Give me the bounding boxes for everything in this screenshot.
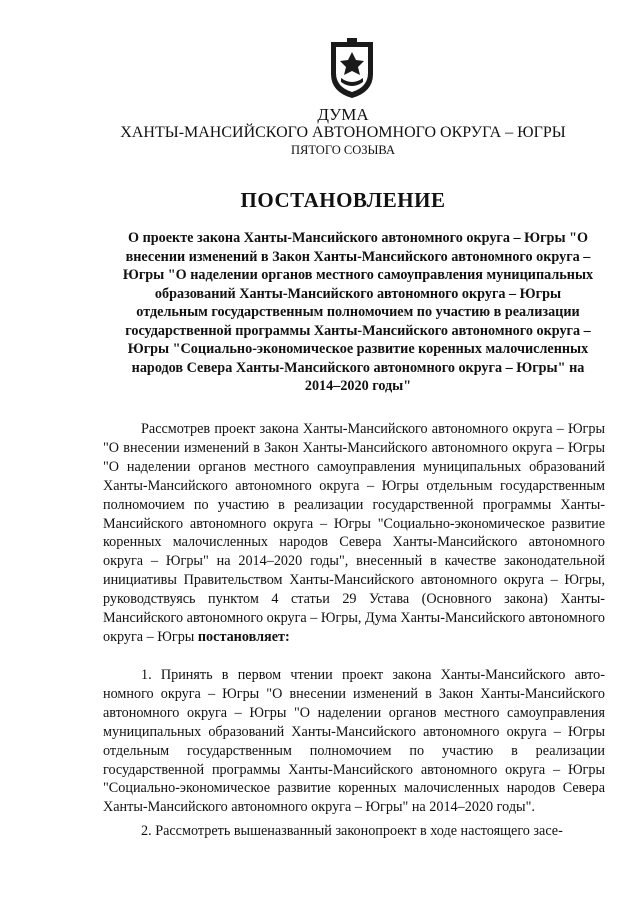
preamble-text: Рассмотрев проект закона Ханты-Мансийского автономного округа – Югры "О внесении изменений в Закон Ханты-Мансийского автономного округа – Югры "О наделении органов местного самоуправления муниципальных образований Ханты-Мансийского автономного округа – Югры отдельным государственным полномочием по участию в реализации государственной программы Ханты-Мансийского автономного округа – Югры "Социально-экономическое развитие коренных малочисленных народов Севера Ханты-Мансийского автономного округа – Югры" на 2014–2020 годы", внесенный в качестве законодательной инициативы Правительством Ханты-Мансийского автономного округа – Югры, руководствуясь пунктом 4 статьи 29 Устава (Основного закона) Ханты-Мансийского автономного округа – Югры, Дума Ханты-Мансийского автономного округа – Югры: [103, 421, 605, 645]
resolves-word: постановляет:: [197, 628, 290, 645]
document-subject: О проекте закона Ханты-Мансийского автономного округа – Югры "О внесении изменений в Закон Ханты-Мансийского автономного округа – Югры "О наделении органов местного самоуправления муниципальных образований Ханты-Мансийского автономного округа – Югры отдельным государственным полномочием по участию в реализации государственной программы Ханты-Мансийского автономного округа – Югры "Социально-экономическое развитие коренных малочисленных народов Севера Ханты-Мансийского автономного округа – Югры" на 2014–2020 годы": [122, 230, 594, 394]
resolution-item-2: 2. Рассмотреть вышеназванный законопроект в ходе настоящего засе-: [141, 823, 563, 839]
coat-of-arms-emblem: [327, 38, 377, 100]
document-type-title: ПОСТАНОВЛЕНИЕ: [240, 188, 446, 212]
organization-name: ДУМА: [317, 105, 369, 124]
preamble-paragraph: [103, 420, 605, 647]
convocation-label: ПЯТОГО СОЗЫВА: [290, 143, 396, 157]
organization-region: ХАНТЫ-МАНСИЙСКОГО АВТОНОМНОГО ОКРУГА – ЮГРЫ: [120, 124, 566, 141]
resolution-item-1: 1. Принять в первом чтении проект закона Ханты-Мансийского автономного округа – Югры "О внесении изменений в Закон Ханты-Мансийского автономного округа – Югры "О наделении органов местного самоуправления муниципальных образований Ханты-Мансийского автономного округа – Югры отдельным государственным полномочием по участию в реализации государственной программы Ханты-Мансийского автономного округа – Югры "Социально-экономическое развитие коренных малочисленных народов Севера Ханты-Мансийского автономного округа – Югры" на 2014–2020 годы".: [103, 667, 605, 816]
